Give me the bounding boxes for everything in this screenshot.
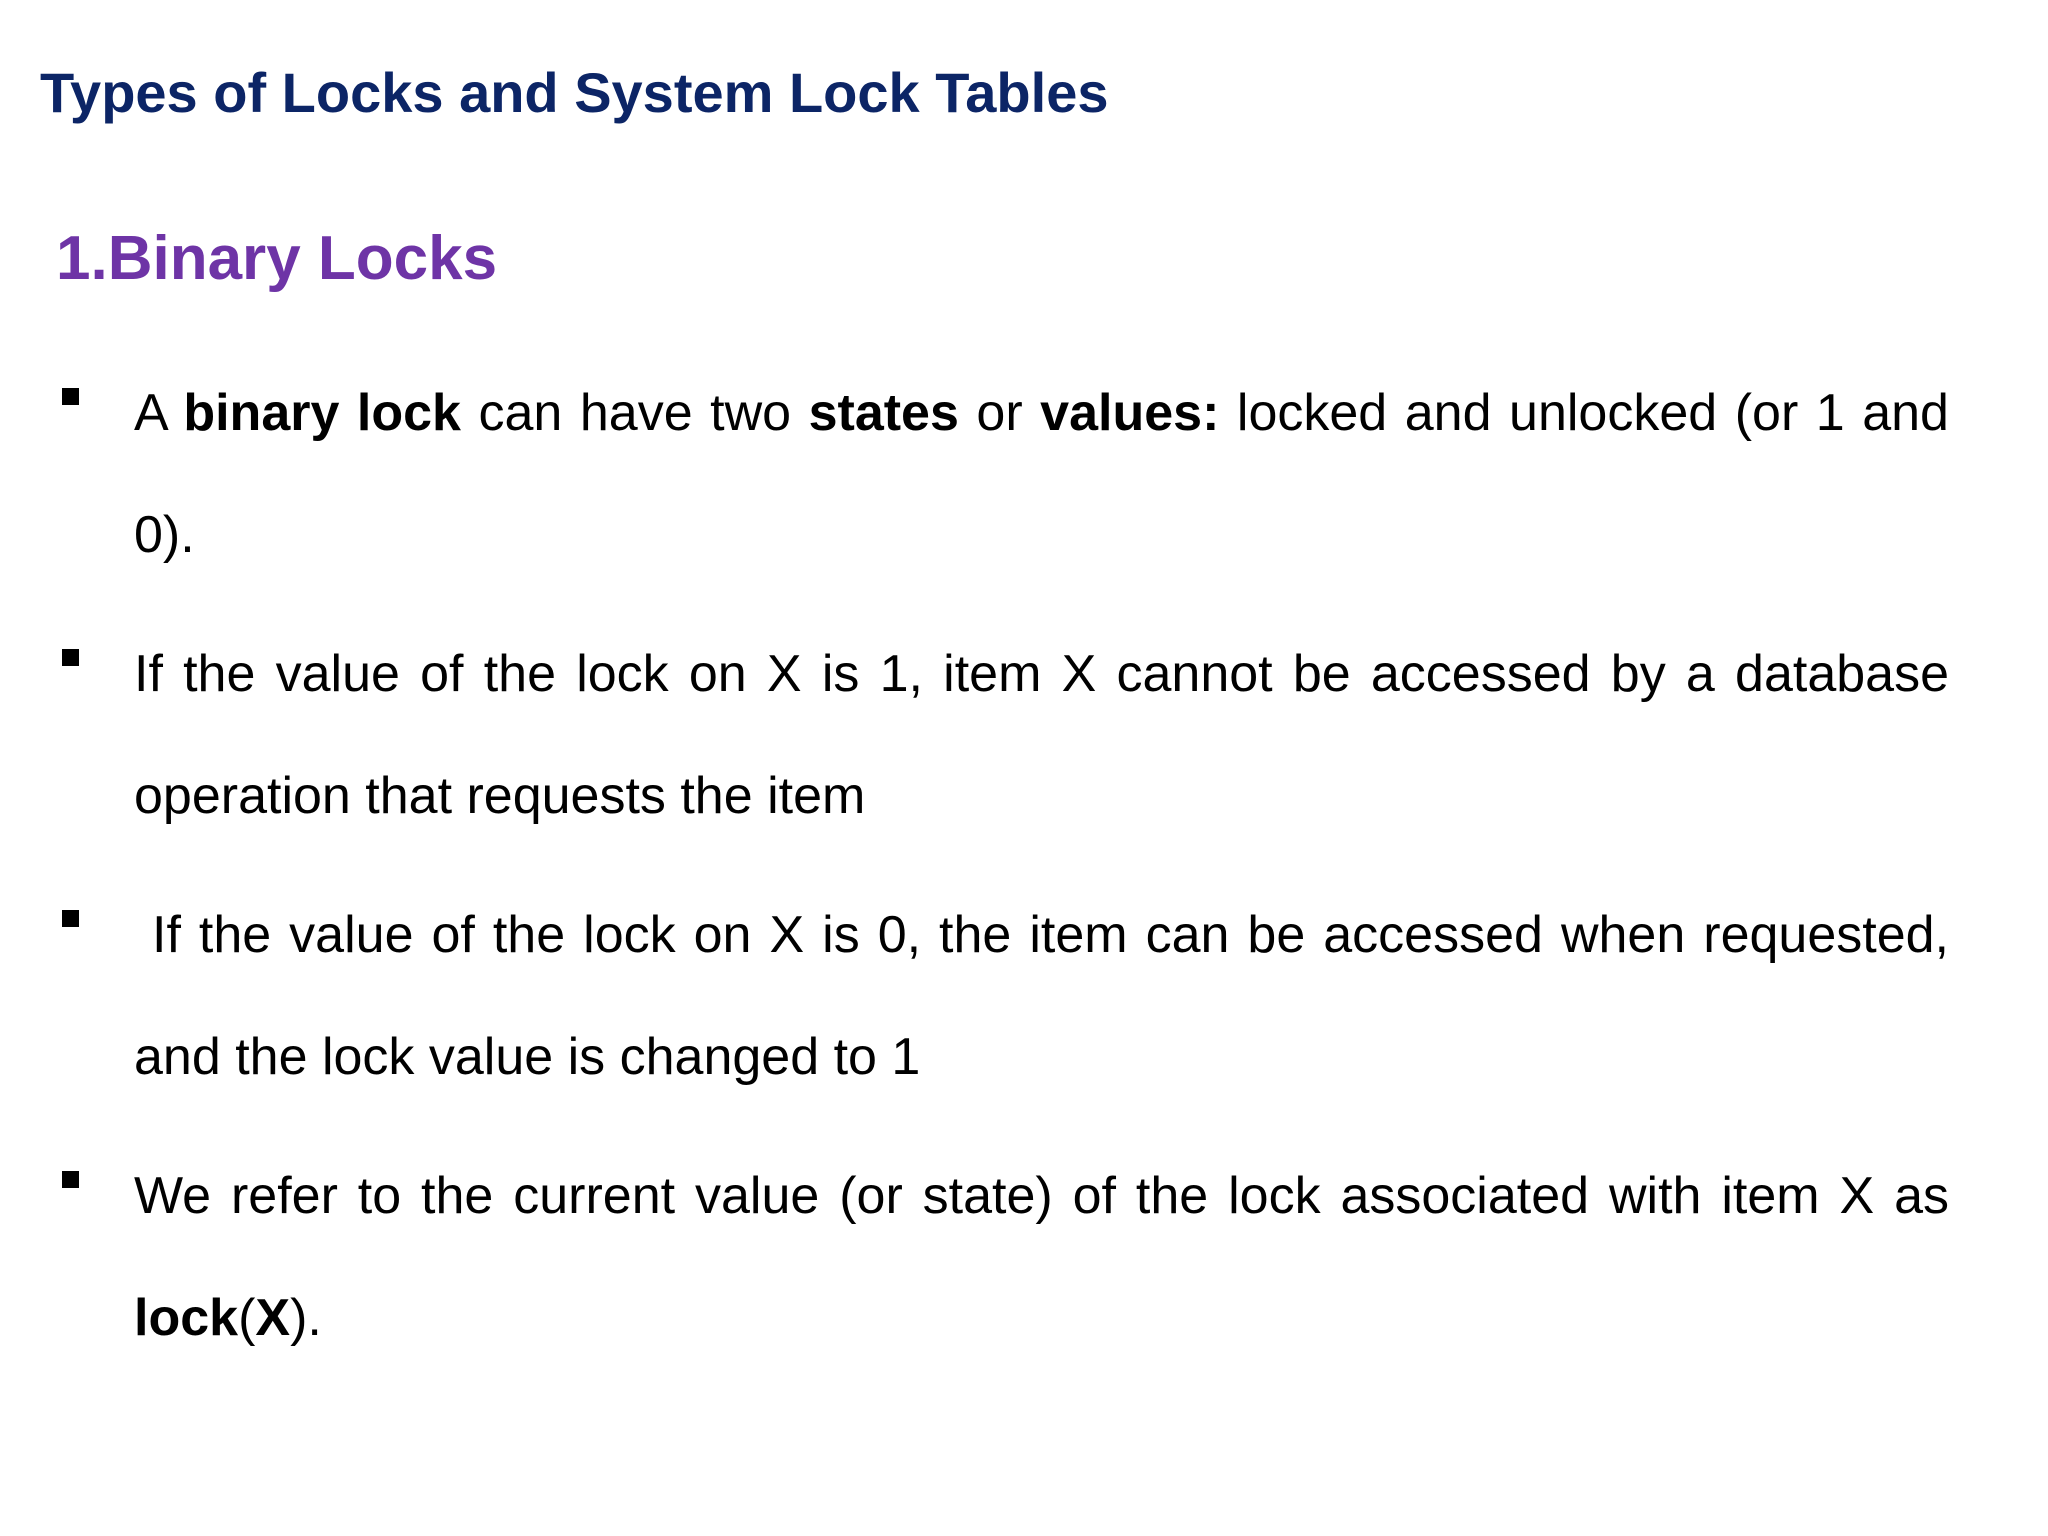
bullet-text: If the value of the lock on X is 1, item X cannot be accessed by a database operation that requests the item: [134, 645, 1949, 825]
square-bullet-icon: [62, 649, 79, 666]
square-bullet-icon: [62, 388, 79, 405]
bullet-item-binary-lock-states: [0, 352, 2048, 596]
square-bullet-icon: [62, 1171, 79, 1188]
bullet-text: [134, 352, 1949, 596]
text-run: locked and unlocked (or 1 and 0).: [134, 384, 1949, 564]
square-bullet-icon: [62, 910, 79, 927]
text-run: We refer to the current value (or state) of the lock associated with item X as: [134, 1167, 1949, 1225]
bullet-text: [134, 1135, 1949, 1379]
bold-text-run: X: [255, 1289, 291, 1347]
text-run: ).: [290, 1289, 322, 1347]
bold-text-run: binary lock: [183, 384, 461, 442]
bold-text-run: states: [808, 384, 959, 442]
slide-title: Types of Locks and System Lock Tables: [40, 61, 1109, 124]
bullet-item-lock-value-0: [0, 874, 2048, 1118]
text-run: (: [238, 1289, 256, 1347]
text-run: can have two: [460, 384, 809, 442]
bold-text-run: lock: [134, 1289, 239, 1347]
section-heading: 1.Binary Locks: [56, 224, 498, 293]
text-run: A: [134, 384, 184, 442]
text-run: or: [958, 384, 1041, 442]
bullet-text: If the value of the lock on X is 0, the item can be accessed when requested, and the lock value is changed to 1: [134, 906, 1964, 1086]
bold-text-run: values:: [1040, 384, 1220, 442]
bullet-item-lock-value-1: [0, 613, 2048, 857]
bullet-item-lock-x: [0, 1135, 2048, 1379]
bullet-list: [0, 352, 2048, 1396]
